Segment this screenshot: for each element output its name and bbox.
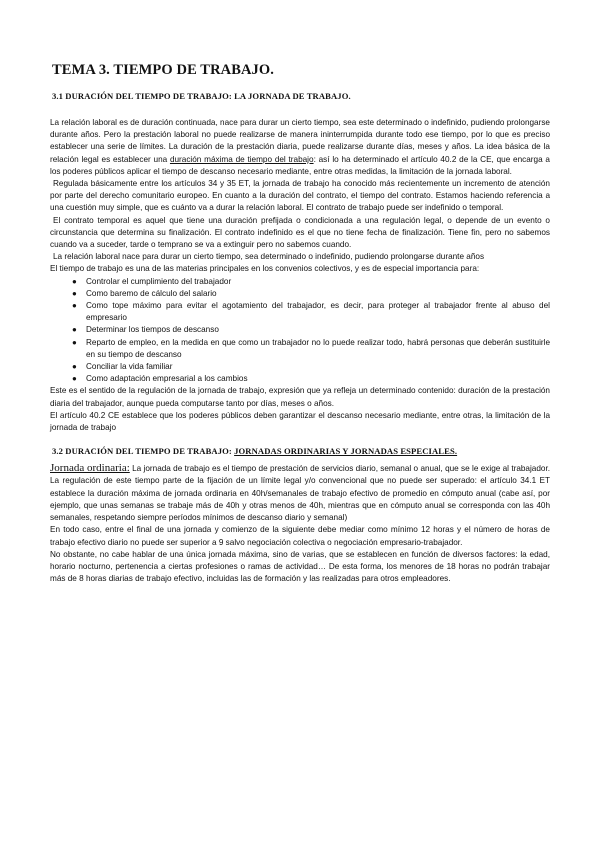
section-2-heading-underlined: JORNADAS ORDINARIAS Y JORNADAS ESPECIALES. xyxy=(234,446,458,457)
paragraph-2: Regulada básicamente entre los artículos 34 y 35 ET, la jornada de trabajo ha conocido más recientemente un incremento de atención por parte del derecho comunitario europeo. En cuanto a la duración del contrato, el tiempo del contrato. Estamos haciendo referencia a una cuestión muy simple, que es cuánto va a durar la relación laboral. El contrato de trabajo puede ser indefinido o temporal. xyxy=(50,179,550,213)
list-item: ● Como adaptación empresarial a los cambios xyxy=(72,373,550,385)
bullet-icon: ● xyxy=(72,325,77,335)
paragraph-1-text-a: La relación laboral es de duración continuada, nace para durar un cierto tiempo, sea este determinado o indefinido, pudiendo prolongarse durante años. Pero la prestación laboral no puede realizarse de manera ininterrumpida durante todo ese tiempo, por lo que es preciso establecer una serie de límites. La duración de la prestación diaria, puede realizarse durante días, meses y años. La idea básica de la relación legal es establecer una xyxy=(50,118,550,164)
list-item: ● Determinar los tiempos de descanso xyxy=(72,324,550,336)
bullet-icon: ● xyxy=(72,362,77,372)
paragraph-4: La relación laboral nace para durar un cierto tiempo, sea determinado o indefinido, pudiendo prolongarse durante años xyxy=(53,252,485,262)
section-1-heading: 3.1 DURACIÓN DEL TIEMPO DE TRABAJO: LA JORNADA DE TRABAJO. xyxy=(52,91,351,101)
importance-list xyxy=(50,276,550,386)
bullet-icon: ● xyxy=(72,276,77,286)
paragraph-5: El tiempo de trabajo es una de las materias principales en los convenios colectivos, y es de especial importancia para: xyxy=(50,264,480,274)
paragraph-1-underlined: duración máxima de tiempo del trabajo xyxy=(169,154,314,164)
bullet-icon: ● xyxy=(72,374,77,384)
list-item: ● Como baremo de cálculo del salario xyxy=(72,288,550,300)
list-item: ● Controlar el cumplimiento del trabajador xyxy=(72,276,550,288)
paragraph-8-text: La jornada de trabajo es el tiempo de prestación de servicios diario, semanal o anual, que se le exige al trabajador. La regulación de este tiempo parte de la fijación de un límite legal y/o convencional que no puede ser superado: el artículo 34.1 ET establece la duración máxima de jornada ordinaria en 40h/semanales de trabajo efectivo de promedio en cómputo anual (cabe así, por ejemplo, que unas semanas se trabaje más de 40h y otras menos de 40h, mientras que en cómputo anual se corresponda con las 40h semanales, respetando siempre períodos mínimos de descanso diario y semanal) xyxy=(50,464,551,523)
list-item: ● Reparto de empleo, en la medida en que como un trabajador no lo puede realizar todo, habrá personas que deberán sustituirle en su tiempo de descanso xyxy=(72,337,550,359)
bullet-icon: ● xyxy=(72,301,77,311)
list-item: ● Conciliar la vida familiar xyxy=(72,361,550,373)
paragraph-3: El contrato temporal es aquel que tiene una duración prefijada o condicionada a una regulación legal, o depende de un evento o circunstancia que determina su finalización. El contrato indefinido es el que no tiene fecha de finalización. Tiene fin, pero no sabemos cuando va a suceder, tarde o temprano se va a extinguir pero no sabemos cuando. xyxy=(50,215,550,250)
paragraph-7: El artículo 40.2 CE establece que los poderes públicos deben garantizar el descanso necesario mediante, entre otras, la limitación de la jornada de trabajo xyxy=(50,410,550,433)
section-2-heading: 3.2 DURACIÓN DEL TIEMPO DE TRABAJO: JORNADAS ORDINARIAS Y JORNADAS ESPECIALES. xyxy=(52,446,458,457)
bullet-icon: ● xyxy=(72,337,77,347)
paragraph-1 xyxy=(50,117,550,178)
paragraph-9: En todo caso, entre el final de una jornada y comienzo de la siguiente debe mediar como mínimo 12 horas y el número de horas de trabajo efectivo diario no puede ser superior a 9 salvo negociación colectiva o negociación empresario-trabajador. xyxy=(50,525,550,547)
paragraph-6: Este es el sentido de la regulación de la jornada de trabajo, expresión que ya refleja un determinado contenido: duración de la prestación diaria del trabajador, aunque pueda computarse tanto por días, meses o años. xyxy=(50,386,550,408)
paragraph-10: No obstante, no cabe hablar de una única jornada máxima, sino de varias, que se establecen en función de diversos factores: la edad, horario nocturno, pertenencia a ciertas profesiones o ramas de actividad… De esta forma, los menores de 18 horas no podrán trabajar más de 8 horas diarias de trabajo efectivo, incluidas las de formación y las realizadas para otros empleadores. xyxy=(50,549,550,584)
jornada-ordinaria-label: Jornada ordinaria: xyxy=(50,462,130,475)
list-item: ● Como tope máximo para evitar el agotamiento del trabajador, es decir, para proteger al trabajador frente al abuso del empresario xyxy=(72,301,550,323)
paragraph-1-text-b: : así lo ha determinado el artículo 40.2 de la CE, que encarga a los poderes públicos aplicar el tiempo de descanso necesario mediante, entre otras medidas, la limitación de la jornada laboral. xyxy=(50,154,550,176)
paragraph-8 xyxy=(50,462,550,524)
document-title: TEMA 3. TIEMPO DE TRABAJO. xyxy=(52,62,275,78)
bullet-icon: ● xyxy=(72,288,77,298)
